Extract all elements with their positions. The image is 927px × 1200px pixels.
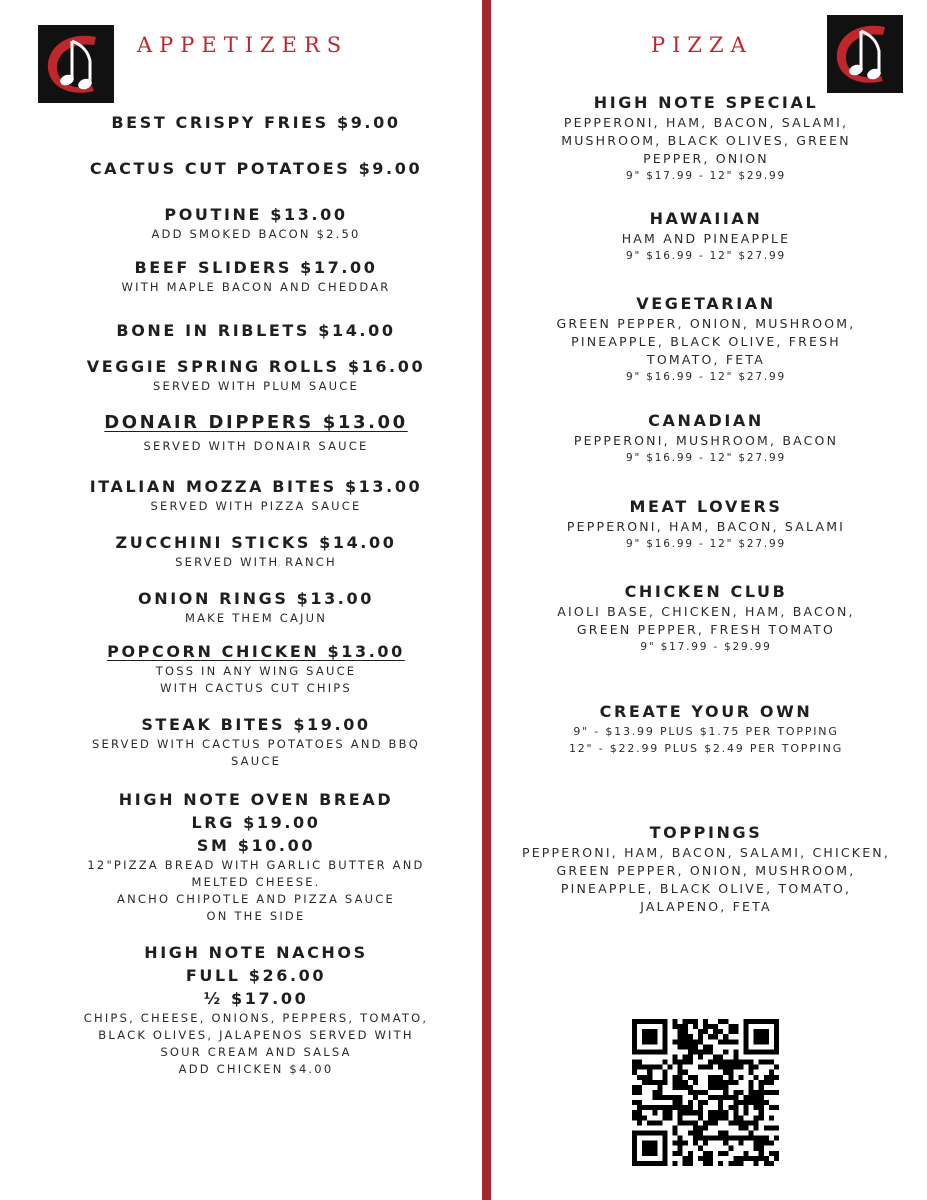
menu-item — [40, 714, 472, 770]
item-description: TOSS IN ANY WING SAUCE WITH CACTUS CUT CHIPS — [155, 664, 357, 695]
item-description: AIOLI BASE, CHICKEN, HAM, BACON, GREEN PEPPER, FRESH TOMATO — [557, 604, 855, 637]
item-title: CHICKEN CLUB — [624, 582, 788, 601]
item-description: MAKE THEM CAJUN — [184, 611, 328, 625]
menu-item — [500, 822, 912, 916]
item-description: ADD SMOKED BACON $2.50 — [151, 227, 361, 241]
item-description: CHIPS, CHEESE, ONIONS, PEPPERS, TOMATO, BLACK OLIVES, JALAPENOS SERVED WITH SOUR CREAM AND SALSA ADD CHICKEN $4.00 — [83, 1011, 429, 1076]
menu-item — [40, 204, 472, 243]
item-title: ZUCCHINI STICKS $14.00 — [115, 533, 397, 552]
menu-item — [40, 158, 472, 180]
menu-item — [500, 293, 912, 386]
menu-item — [500, 92, 912, 185]
appetizers-heading: APPETIZERS — [137, 33, 349, 57]
item-description: PEPPERONI, HAM, BACON, SALAMI, MUSHROOM, BLACK OLIVES, GREEN PEPPER, ONION — [561, 115, 851, 166]
item-price: 9" $16.99 - 12" $27.99 — [626, 250, 786, 262]
item-description: PEPPERONI, MUSHROOM, BACON — [573, 433, 839, 448]
item-title: VEGGIE SPRING ROLLS $16.00 — [86, 357, 426, 376]
item-title: HAWAIIAN — [649, 209, 763, 228]
item-description: SERVED WITH PLUM SAUCE — [153, 379, 359, 393]
item-description: 9" - $13.99 PLUS $1.75 PER TOPPING 12" - $22.99 PLUS $2.49 PER TOPPING — [568, 725, 844, 755]
menu-item — [500, 410, 912, 467]
item-title: POPCORN CHICKEN $13.00 — [107, 642, 405, 661]
item-description: SERVED WITH DONAIR SAUCE — [143, 439, 369, 453]
item-description: HAM AND PINEAPPLE — [621, 231, 791, 246]
item-title: BONE IN RIBLETS $14.00 — [116, 321, 396, 340]
item-title: BEEF SLIDERS $17.00 — [134, 258, 378, 277]
menu-item — [40, 941, 472, 1078]
item-description: PEPPERONI, HAM, BACON, SALAMI, CHICKEN, GREEN PEPPER, ONION, MUSHROOM, PINEAPPLE, BLACK OLIVE, TOMATO, JALAPENO, FETA — [521, 845, 891, 914]
item-description: WITH MAPLE BACON AND CHEDDAR — [121, 280, 391, 294]
menu-item — [40, 588, 472, 627]
item-description: GREEN PEPPER, ONION, MUSHROOM, PINEAPPLE, BLACK OLIVE, FRESH TOMATO, FETA — [556, 316, 856, 367]
item-title: CREATE YOUR OWN — [599, 702, 813, 721]
menu-item — [40, 476, 472, 515]
item-title: ITALIAN MOZZA BITES $13.00 — [89, 477, 423, 496]
item-title: ONION RINGS $13.00 — [138, 589, 374, 608]
item-title: CANADIAN — [648, 411, 764, 430]
item-title: HIGH NOTE NACHOS FULL $26.00 ½ $17.00 — [144, 943, 368, 1008]
menu-item — [40, 257, 472, 296]
item-price: 9" $16.99 - 12" $27.99 — [626, 538, 786, 550]
item-description: SERVED WITH CACTUS POTATOES AND BBQ SAUCE — [92, 737, 420, 768]
item-title: DONAIR DIPPERS $13.00 — [104, 412, 408, 433]
item-title: BEST CRISPY FRIES $9.00 — [111, 113, 401, 132]
item-description: SERVED WITH RANCH — [175, 555, 337, 569]
menu-item — [40, 788, 472, 925]
item-title: HIGH NOTE SPECIAL — [593, 93, 819, 112]
qr-code-icon[interactable] — [632, 1019, 779, 1166]
item-title: MEAT LOVERS — [629, 497, 783, 516]
menu-item — [40, 641, 472, 697]
column-divider — [482, 0, 491, 1200]
menu-item — [500, 496, 912, 553]
menu-item — [40, 412, 472, 455]
item-title: CACTUS CUT POTATOES $9.00 — [89, 159, 423, 178]
item-title: POUTINE $13.00 — [164, 205, 348, 224]
appetizers-section — [40, 0, 472, 1200]
item-title: VEGETARIAN — [636, 294, 776, 313]
item-title: HIGH NOTE OVEN BREAD LRG $19.00 SM $10.00 — [118, 790, 394, 855]
item-price: 9" $16.99 - 12" $27.99 — [626, 452, 786, 464]
item-title: TOPPINGS — [649, 823, 763, 842]
item-description: 12"PIZZA BREAD WITH GARLIC BUTTER AND MELTED CHEESE. ANCHO CHIPOTLE AND PIZZA SAUCE ON THE SIDE — [87, 858, 425, 923]
item-description: SERVED WITH PIZZA SAUCE — [150, 499, 362, 513]
item-price: 9" $17.99 - $29.99 — [640, 641, 772, 653]
item-description: PEPPERONI, HAM, BACON, SALAMI — [566, 519, 846, 534]
item-price: 9" $16.99 - 12" $27.99 — [626, 371, 786, 383]
item-title: STEAK BITES $19.00 — [141, 715, 371, 734]
item-price: 9" $17.99 - 12" $29.99 — [626, 170, 786, 182]
menu-item — [500, 701, 912, 757]
menu-item — [40, 532, 472, 571]
menu-item — [40, 320, 472, 342]
menu-item — [500, 208, 912, 265]
pizza-heading: PIZZA — [651, 33, 753, 57]
menu-item — [40, 112, 472, 134]
menu-item — [40, 356, 472, 395]
menu-item — [500, 581, 912, 656]
